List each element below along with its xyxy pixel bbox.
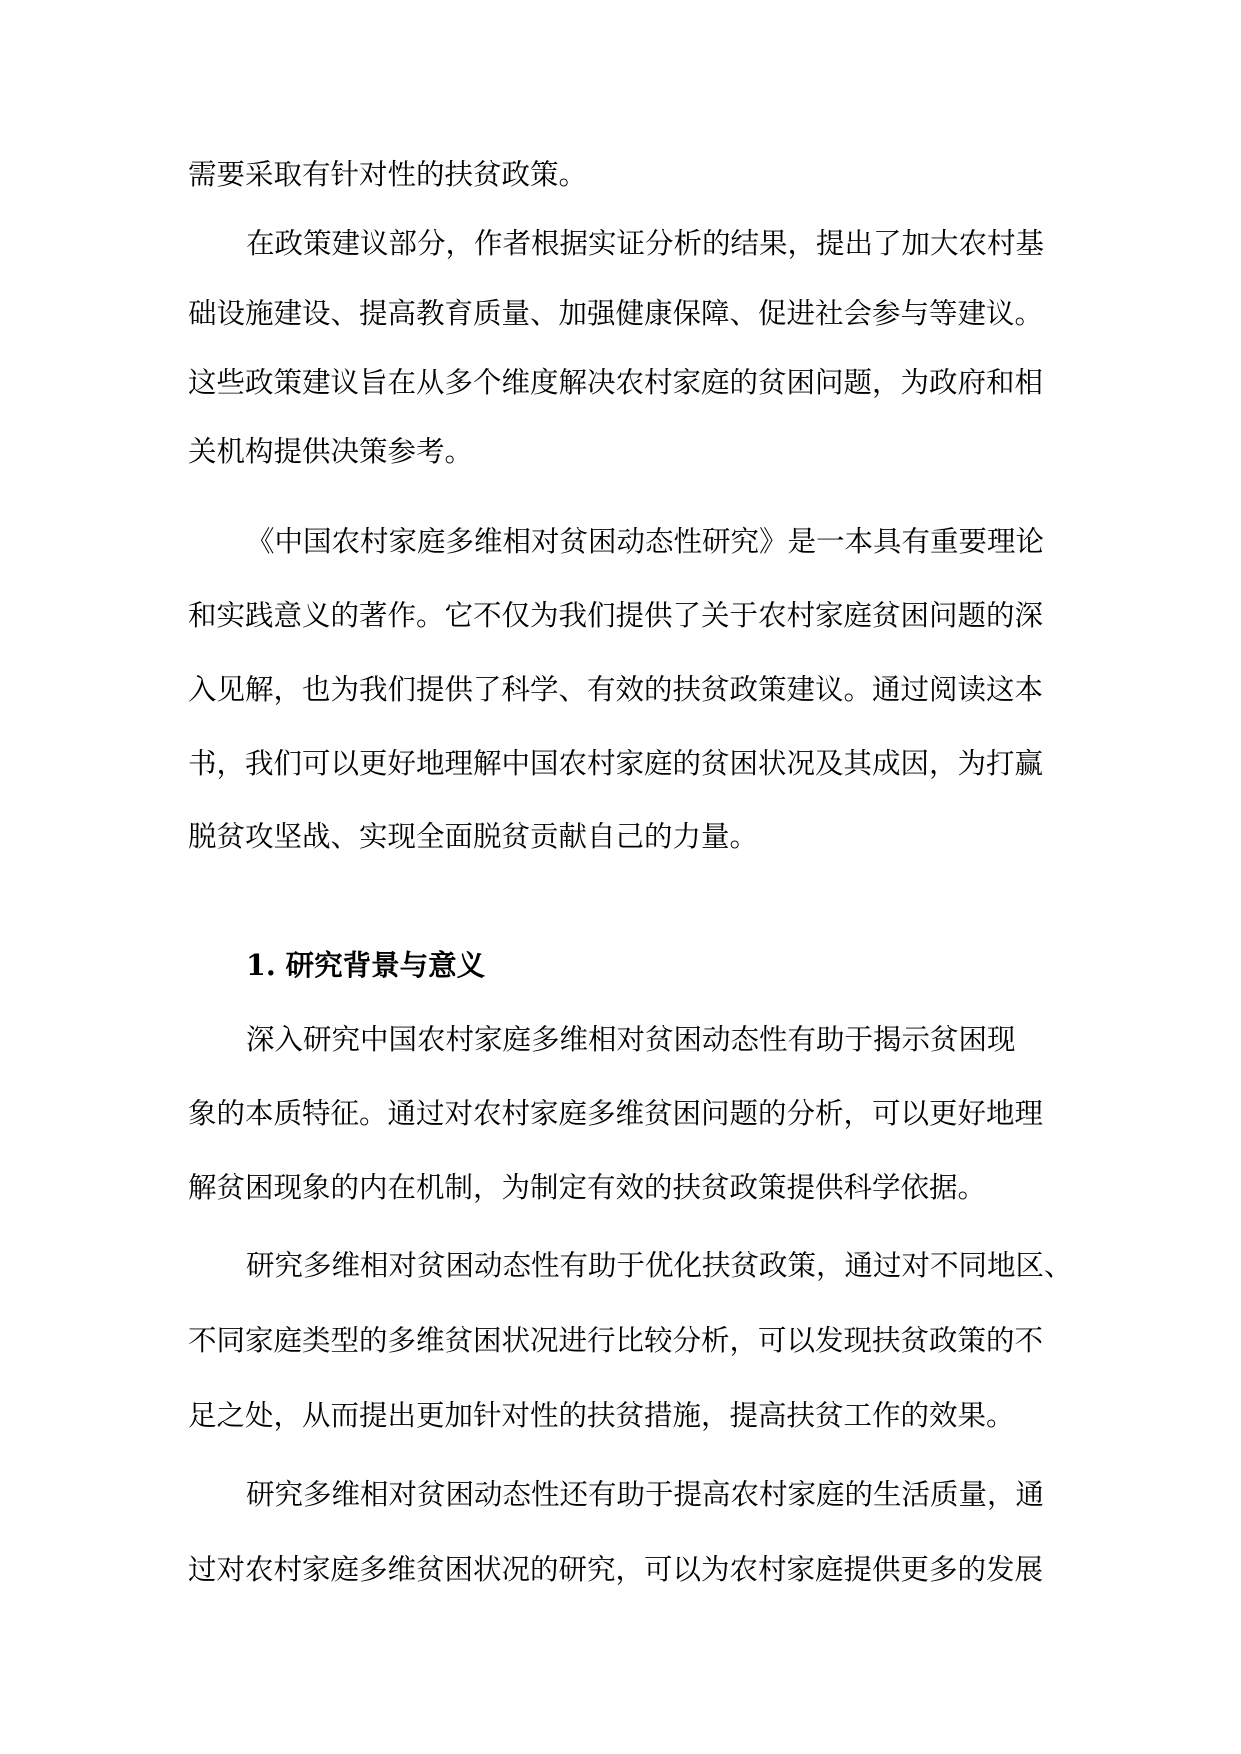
text-line: 象的本质特征。通过对农村家庭多维贫困问题的分析，可以更好地理	[188, 1097, 1044, 1130]
text-line: 解贫困现象的内在机制，为制定有效的扶贫政策提供科学依据。	[188, 1171, 987, 1204]
text-line: 础设施建设、提高教育质量、加强健康保障、促进社会参与等建议。	[188, 297, 1044, 330]
text-line: 和实践意义的著作。它不仅为我们提供了关于农村家庭贫困问题的深	[188, 599, 1044, 632]
text-line: 入见解，也为我们提供了科学、有效的扶贫政策建议。通过阅读这本	[188, 673, 1044, 706]
text-line: 不同家庭类型的多维贫困状况进行比较分析，可以发现扶贫政策的不	[188, 1324, 1044, 1357]
paragraph-start-line: 《中国农村家庭多维相对贫困动态性研究》是一本具有重要理论	[246, 525, 1045, 558]
text-line: 脱贫攻坚战、实现全面脱贫贡献自己的力量。	[188, 820, 759, 853]
paragraph-start-line: 研究多维相对贫困动态性还有助于提高农村家庭的生活质量，通	[246, 1478, 1045, 1511]
paragraph-start-line: 在政策建议部分，作者根据实证分析的结果，提出了加大农村基	[246, 227, 1045, 260]
paragraph-start-line: 深入研究中国农村家庭多维相对贫困动态性有助于揭示贫困现	[246, 1023, 1016, 1056]
text-line: 足之处，从而提出更加针对性的扶贫措施，提高扶贫工作的效果。	[188, 1399, 1015, 1432]
text-line: 书，我们可以更好地理解中国农村家庭的贫困状况及其成因，为打赢	[188, 747, 1044, 780]
text-line: 关机构提供决策参考。	[188, 435, 474, 468]
text-line: 过对农村家庭多维贫困状况的研究，可以为农村家庭提供更多的发展	[188, 1553, 1044, 1586]
text-line: 需要采取有针对性的扶贫政策。	[188, 158, 588, 191]
text-line: 这些政策建议旨在从多个维度解决农村家庭的贫困问题，为政府和相	[188, 366, 1044, 399]
paragraph-start-line: 研究多维相对贫困动态性有助于优化扶贫政策，通过对不同地区、	[246, 1249, 1073, 1282]
section-heading: 1. 研究背景与意义	[246, 948, 486, 982]
